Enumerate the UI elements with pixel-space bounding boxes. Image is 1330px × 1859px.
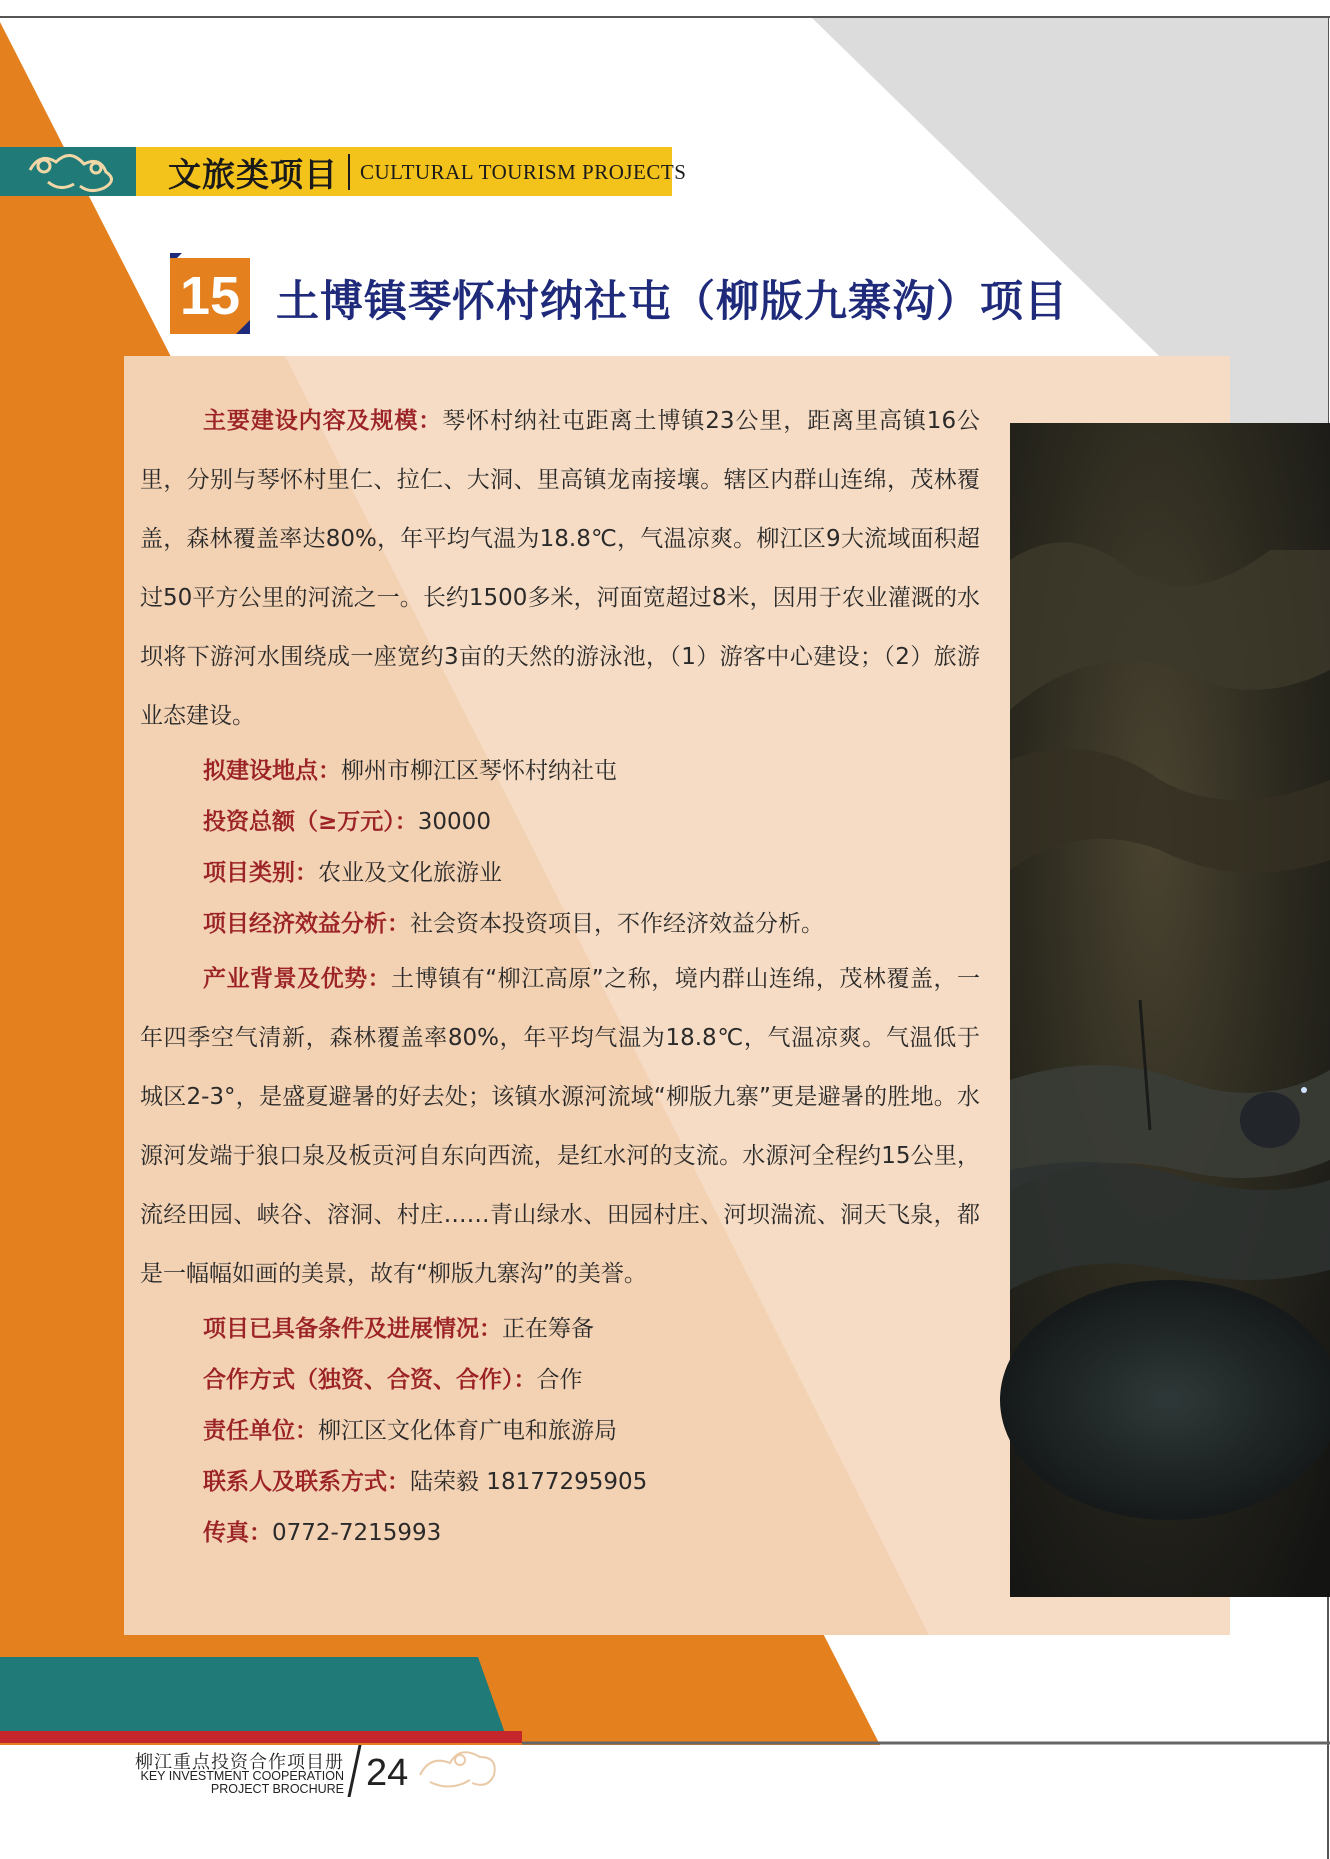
bottom-red-bar: [0, 1731, 522, 1743]
category-divider: [348, 154, 350, 190]
fax-line: [140, 1508, 980, 1559]
fax-label: 传真：: [203, 1520, 272, 1546]
benefit-text: 社会资本投资项目，不作经济效益分析。: [410, 911, 824, 937]
cooperation-label: 合作方式（独资、合资、合作）：: [203, 1367, 537, 1393]
unit-line: [140, 1406, 980, 1457]
progress-line: [140, 1304, 980, 1355]
progress-text: 正在筹备: [502, 1316, 594, 1342]
unit-label: 责任单位：: [203, 1418, 318, 1444]
footer-brochure-cn: 柳江重点投资合作项目册: [135, 1752, 344, 1773]
project-number: 15: [179, 266, 241, 326]
progress-label: 项目已具备条件及进展情况：: [203, 1316, 502, 1342]
category-label: 项目类别：: [203, 860, 318, 886]
location-text: 柳州市柳江区琴怀村纳社屯: [341, 758, 617, 784]
contact-label: 联系人及联系方式：: [203, 1469, 410, 1495]
investment-line: [140, 797, 980, 848]
benefit-line: [140, 899, 980, 950]
category-line: [140, 848, 980, 899]
contact-text: 陆荣毅 18177295905: [410, 1469, 648, 1495]
bottom-teal-bar: [0, 1657, 506, 1736]
background-paragraph: [140, 950, 980, 1304]
scope-text: 琴怀村纳社屯距离土博镇23公里，距离里高镇16公里，分别与琴怀村里仁、拉仁、大洞、里高镇龙南接壤。辖区内群山连绵，茂林覆盖，森林覆盖率达80%，年平均气温为18.8℃，气温凉爽。柳江区9大流域面积超过50平方公里的河流之一。长约1500多米，河面宽超过8米，因用于农业灌溉的水坝将下游河水围绕成一座宽约3亩的天然的游泳池，（1）游客中心建设；（2）旅游业态建设。: [140, 408, 980, 729]
scope-label: 主要建设内容及规模：: [203, 408, 443, 434]
category-en: CULTURAL TOURISM PROJECTS: [360, 159, 687, 184]
background-text: 土博镇有“柳江高原”之称，境内群山连绵，茂林覆盖，一年四季空气清新，森林覆盖率80%，年平均气温为18.8℃，气温凉爽。气温低于城区2-3°，是盛夏避暑的好去处；该镇水源河流域“柳版九寨”更是避暑的胜地。水源河发端于狼口泉及板贡河自东向西流，是红水河的支流。水源河全程约15公里，流经田园、峡谷、溶洞、村庄……青山绿水、田园村庄、河坝湍流、洞天飞泉，都是一幅幅如画的美景，故有“柳版九寨沟”的美誉。: [140, 966, 981, 1287]
fax-text: 0772-7215993: [272, 1520, 442, 1546]
scope-paragraph: [140, 392, 980, 746]
contact-line: [140, 1457, 980, 1508]
investment-label: 投资总额（≥万元）：: [203, 809, 418, 835]
category-header: [168, 150, 686, 194]
project-title: 土博镇琴怀村纳社屯（柳版九寨沟）项目: [276, 277, 1068, 327]
unit-text: 柳江区文化体育广电和旅游局: [318, 1418, 617, 1444]
background-label: 产业背景及优势：: [203, 966, 392, 992]
benefit-label: 项目经济效益分析：: [203, 911, 410, 937]
footer-brochure-en-line1: KEY INVESTMENT COOPERATION: [140, 1769, 344, 1783]
cooperation-text: 合作: [536, 1367, 583, 1393]
category-cn: 文旅类项目: [168, 154, 338, 194]
location-line: [140, 746, 980, 797]
footer-brochure-en-line2: PROJECT BROCHURE: [210, 1782, 344, 1796]
location-label: 拟建设地点：: [203, 758, 341, 784]
page-number: 24: [366, 1752, 409, 1794]
footer-cloud-icon: [420, 1752, 495, 1786]
project-details: [140, 392, 980, 1559]
cooperation-line: [140, 1355, 980, 1406]
footer-brochure-en: [128, 1770, 344, 1796]
category-text: 农业及文化旅游业: [318, 860, 502, 886]
investment-text: 30000: [417, 809, 491, 835]
cave-photo: [1000, 423, 1330, 1597]
